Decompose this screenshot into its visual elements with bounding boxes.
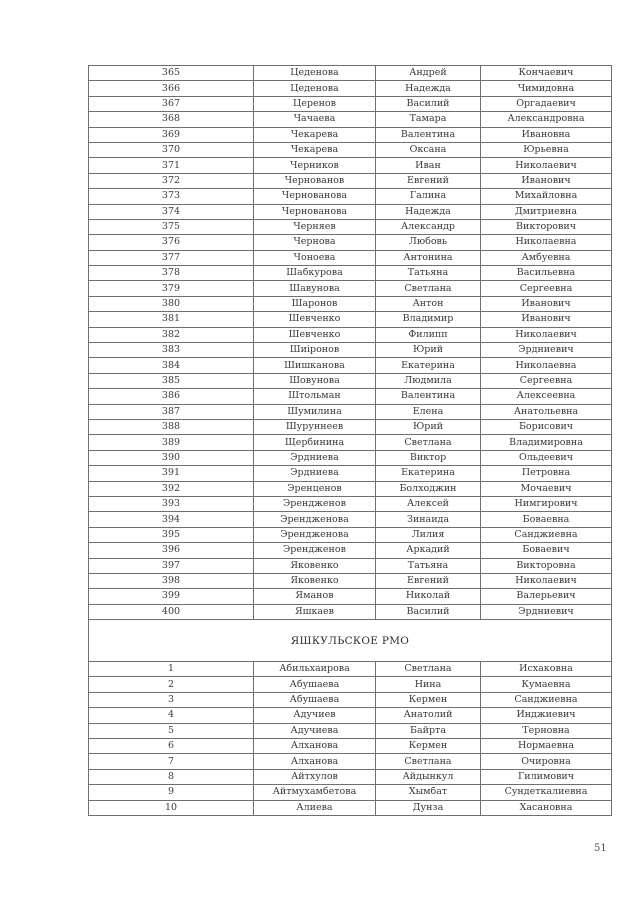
- table-row: [89, 66, 612, 81]
- surname-cell: Церенов: [254, 96, 376, 111]
- surname-cell: Яшкаев: [254, 604, 376, 619]
- table-row: [89, 158, 612, 173]
- row-number-cell: 397: [89, 558, 254, 573]
- first-name-cell: Филипп: [376, 327, 481, 342]
- table-row: [89, 327, 612, 342]
- row-number-cell: 372: [89, 173, 254, 188]
- row-number-cell: 384: [89, 358, 254, 373]
- surname-cell: Шабкурова: [254, 266, 376, 281]
- patronymic-cell: Николаевич: [481, 573, 612, 588]
- table-row: [89, 435, 612, 450]
- first-name-cell: Василий: [376, 604, 481, 619]
- patronymic-cell: Хасановна: [481, 800, 612, 815]
- first-name-cell: Нина: [376, 677, 481, 692]
- row-number-cell: 377: [89, 250, 254, 265]
- patronymic-cell: Анатольевна: [481, 404, 612, 419]
- surname-cell: Шаронов: [254, 296, 376, 311]
- table-body-section: [89, 662, 612, 816]
- first-name-cell: Людмила: [376, 373, 481, 388]
- surname-cell: Черняев: [254, 219, 376, 234]
- patronymic-cell: Иванович: [481, 173, 612, 188]
- first-name-cell: Оксана: [376, 142, 481, 157]
- table-row: [89, 250, 612, 265]
- patronymic-cell: Дмитриевна: [481, 204, 612, 219]
- table-row: [89, 739, 612, 754]
- first-name-cell: Валентина: [376, 389, 481, 404]
- table-row: [89, 112, 612, 127]
- patronymic-cell: Владимировна: [481, 435, 612, 450]
- table-row: [89, 266, 612, 281]
- table-row: [89, 142, 612, 157]
- first-name-cell: Андрей: [376, 66, 481, 81]
- table-row: [89, 358, 612, 373]
- patronymic-cell: Петровна: [481, 466, 612, 481]
- surname-cell: Шовунова: [254, 373, 376, 388]
- table-row: [89, 466, 612, 481]
- surname-cell: Айтхулов: [254, 769, 376, 784]
- table-row: [89, 281, 612, 296]
- patronymic-cell: Боваевич: [481, 543, 612, 558]
- surname-cell: Чернованова: [254, 204, 376, 219]
- first-name-cell: Кермен: [376, 692, 481, 707]
- surname-cell: Яманов: [254, 589, 376, 604]
- row-number-cell: 379: [89, 281, 254, 296]
- patronymic-cell: Очировна: [481, 754, 612, 769]
- table-row: [89, 450, 612, 465]
- row-number-cell: 373: [89, 189, 254, 204]
- surname-cell: Алиева: [254, 800, 376, 815]
- table-row: [89, 604, 612, 619]
- patronymic-cell: Юрьевна: [481, 142, 612, 157]
- row-number-cell: 396: [89, 543, 254, 558]
- row-number-cell: 389: [89, 435, 254, 450]
- patronymic-cell: Инджиевич: [481, 708, 612, 723]
- surname-cell: Чачаева: [254, 112, 376, 127]
- first-name-cell: Анатолий: [376, 708, 481, 723]
- patronymic-cell: Николаевич: [481, 327, 612, 342]
- table-row: [89, 496, 612, 511]
- patronymic-cell: Ивановна: [481, 127, 612, 142]
- surname-cell: Шиіронов: [254, 343, 376, 358]
- patronymic-cell: Санджиевна: [481, 527, 612, 542]
- document-page: [88, 65, 611, 816]
- row-number-cell: 381: [89, 312, 254, 327]
- row-number-cell: 367: [89, 96, 254, 111]
- surname-cell: Цеденова: [254, 81, 376, 96]
- table-row: [89, 96, 612, 111]
- surname-cell: Черников: [254, 158, 376, 173]
- surname-cell: Яковенко: [254, 558, 376, 573]
- table-row: [89, 296, 612, 311]
- first-name-cell: Юрий: [376, 343, 481, 358]
- surname-cell: Штольман: [254, 389, 376, 404]
- surname-cell: Адучиев: [254, 708, 376, 723]
- patronymic-cell: Михайловна: [481, 189, 612, 204]
- first-name-cell: Виктор: [376, 450, 481, 465]
- table-row: [89, 677, 612, 692]
- surname-cell: Эрендженов: [254, 496, 376, 511]
- table-row: [89, 512, 612, 527]
- surname-cell: Чоноева: [254, 250, 376, 265]
- row-number-cell: 385: [89, 373, 254, 388]
- first-name-cell: Николай: [376, 589, 481, 604]
- surname-cell: Чернованов: [254, 173, 376, 188]
- surname-cell: Абушаева: [254, 692, 376, 707]
- patronymic-cell: Николаевич: [481, 158, 612, 173]
- row-number-cell: 9: [89, 785, 254, 800]
- surname-cell: Яковенко: [254, 573, 376, 588]
- surname-cell: Алханова: [254, 739, 376, 754]
- row-number-cell: 387: [89, 404, 254, 419]
- first-name-cell: Екатерина: [376, 466, 481, 481]
- row-number-cell: 8: [89, 769, 254, 784]
- surname-cell: Абильхаирова: [254, 662, 376, 677]
- patronymic-cell: Николаевна: [481, 358, 612, 373]
- patronymic-cell: Ольдеевич: [481, 450, 612, 465]
- first-name-cell: Екатерина: [376, 358, 481, 373]
- first-name-cell: Айдынкул: [376, 769, 481, 784]
- table-row: [89, 692, 612, 707]
- row-number-cell: 399: [89, 589, 254, 604]
- surname-cell: Эрендженова: [254, 512, 376, 527]
- patronymic-cell: Сергеевна: [481, 281, 612, 296]
- row-number-cell: 378: [89, 266, 254, 281]
- table-row: [89, 589, 612, 604]
- table-row: [89, 343, 612, 358]
- patronymic-cell: Нормаевна: [481, 739, 612, 754]
- row-number-cell: 376: [89, 235, 254, 250]
- section-title: ЯШКУЛЬСКОЕ РМО: [89, 620, 612, 662]
- table-row: [89, 173, 612, 188]
- row-number-cell: 394: [89, 512, 254, 527]
- first-name-cell: Светлана: [376, 754, 481, 769]
- surname-cell: Шуруннеев: [254, 419, 376, 434]
- first-name-cell: Антонина: [376, 250, 481, 265]
- surname-cell: Шевченко: [254, 312, 376, 327]
- table-row: [89, 189, 612, 204]
- row-number-cell: 374: [89, 204, 254, 219]
- first-name-cell: Татьяна: [376, 558, 481, 573]
- surname-cell: Эрдниева: [254, 466, 376, 481]
- patronymic-cell: Сундеткалиевна: [481, 785, 612, 800]
- section-row: [89, 620, 612, 662]
- section-header: [89, 620, 612, 662]
- patronymic-cell: Нимгирович: [481, 496, 612, 511]
- table-row: [89, 723, 612, 738]
- row-number-cell: 395: [89, 527, 254, 542]
- patronymic-cell: Боваевна: [481, 512, 612, 527]
- patronymic-cell: Валерьевич: [481, 589, 612, 604]
- table-row: [89, 708, 612, 723]
- surname-cell: Адучиева: [254, 723, 376, 738]
- row-number-cell: 7: [89, 754, 254, 769]
- table-row: [89, 754, 612, 769]
- patronymic-cell: Сергеевна: [481, 373, 612, 388]
- patronymic-cell: Мочаевич: [481, 481, 612, 496]
- page-number: 51: [594, 843, 607, 854]
- patronymic-cell: Эрдниевич: [481, 604, 612, 619]
- row-number-cell: 366: [89, 81, 254, 96]
- patronymic-cell: Санджиевна: [481, 692, 612, 707]
- patronymic-cell: Иванович: [481, 312, 612, 327]
- patronymic-cell: Терновна: [481, 723, 612, 738]
- first-name-cell: Иван: [376, 158, 481, 173]
- table-row: [89, 785, 612, 800]
- row-number-cell: 371: [89, 158, 254, 173]
- table-row: [89, 404, 612, 419]
- surname-cell: Щербинина: [254, 435, 376, 450]
- surname-cell: Эрендженов: [254, 543, 376, 558]
- table-row: [89, 389, 612, 404]
- first-name-cell: Юрий: [376, 419, 481, 434]
- patronymic-cell: Васильевна: [481, 266, 612, 281]
- first-name-cell: Антон: [376, 296, 481, 311]
- row-number-cell: 369: [89, 127, 254, 142]
- first-name-cell: Татьяна: [376, 266, 481, 281]
- table-row: [89, 481, 612, 496]
- surname-cell: Айтмухамбетова: [254, 785, 376, 800]
- first-name-cell: Алексей: [376, 496, 481, 511]
- row-number-cell: 393: [89, 496, 254, 511]
- patronymic-cell: Викторович: [481, 219, 612, 234]
- table-row: [89, 527, 612, 542]
- surname-cell: Чернованова: [254, 189, 376, 204]
- row-number-cell: 386: [89, 389, 254, 404]
- row-number-cell: 391: [89, 466, 254, 481]
- row-number-cell: 382: [89, 327, 254, 342]
- first-name-cell: Тамара: [376, 112, 481, 127]
- first-name-cell: Надежда: [376, 81, 481, 96]
- table-row: [89, 204, 612, 219]
- table-row: [89, 419, 612, 434]
- row-number-cell: 400: [89, 604, 254, 619]
- table-row: [89, 558, 612, 573]
- first-name-cell: Валентина: [376, 127, 481, 142]
- patronymic-cell: Николаевна: [481, 235, 612, 250]
- surname-cell: Эрендженова: [254, 527, 376, 542]
- row-number-cell: 383: [89, 343, 254, 358]
- table-row: [89, 127, 612, 142]
- table-body-main: [89, 66, 612, 620]
- row-number-cell: 398: [89, 573, 254, 588]
- first-name-cell: Светлана: [376, 662, 481, 677]
- row-number-cell: 368: [89, 112, 254, 127]
- first-name-cell: Хымбат: [376, 785, 481, 800]
- first-name-cell: Светлана: [376, 281, 481, 296]
- names-table: [88, 65, 612, 816]
- table-row: [89, 800, 612, 815]
- surname-cell: Абушаева: [254, 677, 376, 692]
- first-name-cell: Зинаида: [376, 512, 481, 527]
- table-row: [89, 373, 612, 388]
- surname-cell: Чернова: [254, 235, 376, 250]
- table-row: [89, 81, 612, 96]
- patronymic-cell: Александровна: [481, 112, 612, 127]
- first-name-cell: Василий: [376, 96, 481, 111]
- table-row: [89, 543, 612, 558]
- surname-cell: Шишканова: [254, 358, 376, 373]
- first-name-cell: Светлана: [376, 435, 481, 450]
- patronymic-cell: Иванович: [481, 296, 612, 311]
- surname-cell: Шавунова: [254, 281, 376, 296]
- patronymic-cell: Алексеевна: [481, 389, 612, 404]
- row-number-cell: 392: [89, 481, 254, 496]
- row-number-cell: 4: [89, 708, 254, 723]
- first-name-cell: Любовь: [376, 235, 481, 250]
- patronymic-cell: Амбуевна: [481, 250, 612, 265]
- row-number-cell: 375: [89, 219, 254, 234]
- table-row: [89, 769, 612, 784]
- table-row: [89, 235, 612, 250]
- patronymic-cell: Эрдниевич: [481, 343, 612, 358]
- row-number-cell: 365: [89, 66, 254, 81]
- first-name-cell: Елена: [376, 404, 481, 419]
- patronymic-cell: Исхаковна: [481, 662, 612, 677]
- first-name-cell: Евгений: [376, 573, 481, 588]
- first-name-cell: Болходжин: [376, 481, 481, 496]
- row-number-cell: 388: [89, 419, 254, 434]
- row-number-cell: 2: [89, 677, 254, 692]
- surname-cell: Чекарева: [254, 127, 376, 142]
- first-name-cell: Кермен: [376, 739, 481, 754]
- row-number-cell: 5: [89, 723, 254, 738]
- surname-cell: Эренценов: [254, 481, 376, 496]
- patronymic-cell: Гилимович: [481, 769, 612, 784]
- table-row: [89, 312, 612, 327]
- patronymic-cell: Оргадаевич: [481, 96, 612, 111]
- surname-cell: Чекарева: [254, 142, 376, 157]
- patronymic-cell: Чимидовна: [481, 81, 612, 96]
- surname-cell: Шумилина: [254, 404, 376, 419]
- table-row: [89, 219, 612, 234]
- patronymic-cell: Кончаевич: [481, 66, 612, 81]
- surname-cell: Эрдниева: [254, 450, 376, 465]
- row-number-cell: 390: [89, 450, 254, 465]
- first-name-cell: Евгений: [376, 173, 481, 188]
- row-number-cell: 6: [89, 739, 254, 754]
- first-name-cell: Галина: [376, 189, 481, 204]
- table-row: [89, 573, 612, 588]
- patronymic-cell: Кумаевна: [481, 677, 612, 692]
- patronymic-cell: Викторовна: [481, 558, 612, 573]
- table-row: [89, 662, 612, 677]
- row-number-cell: 370: [89, 142, 254, 157]
- first-name-cell: Байрта: [376, 723, 481, 738]
- patronymic-cell: Борисович: [481, 419, 612, 434]
- first-name-cell: Лилия: [376, 527, 481, 542]
- first-name-cell: Аркадий: [376, 543, 481, 558]
- first-name-cell: Владимир: [376, 312, 481, 327]
- row-number-cell: 380: [89, 296, 254, 311]
- surname-cell: Цеденова: [254, 66, 376, 81]
- first-name-cell: Дунза: [376, 800, 481, 815]
- row-number-cell: 3: [89, 692, 254, 707]
- surname-cell: Алханова: [254, 754, 376, 769]
- row-number-cell: 1: [89, 662, 254, 677]
- first-name-cell: Александр: [376, 219, 481, 234]
- surname-cell: Шевченко: [254, 327, 376, 342]
- row-number-cell: 10: [89, 800, 254, 815]
- first-name-cell: Надежда: [376, 204, 481, 219]
